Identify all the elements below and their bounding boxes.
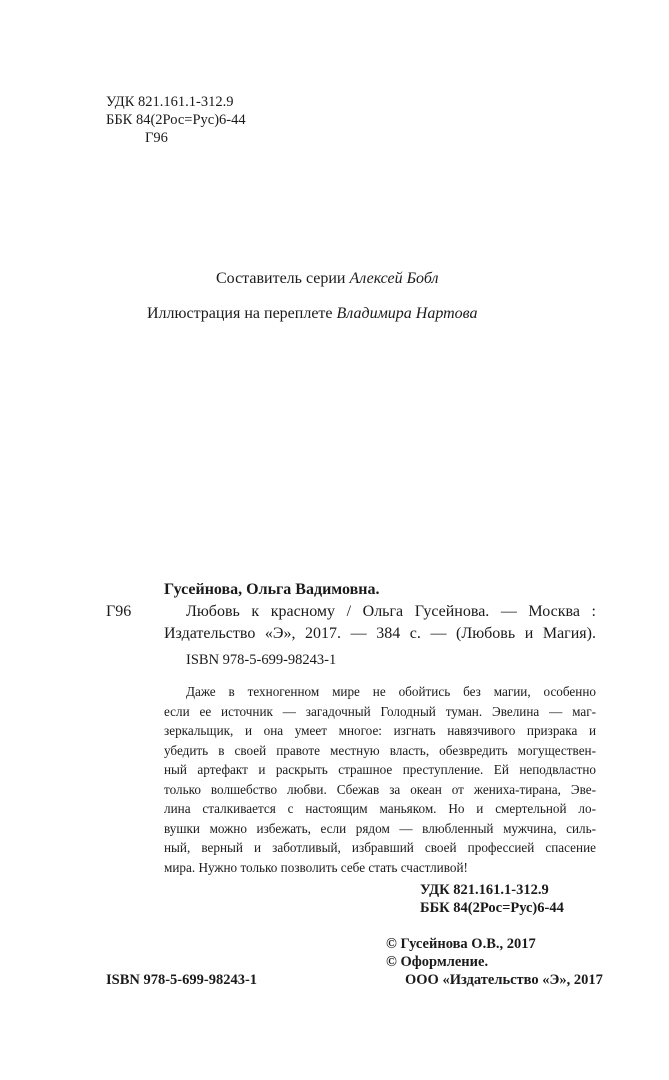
record-title-line: Любовь к красному / Ольга Гусейнова. — Москва : xyxy=(186,603,596,620)
record-isbn: ISBN 978-5-699-98243-1 xyxy=(186,652,337,668)
copyright-author: © Гусейнова О.В., 2017 xyxy=(386,936,536,952)
copyright-design: © Оформление. xyxy=(386,954,489,970)
author-mark: Г96 xyxy=(145,130,168,146)
record-author: Гусейнова, Ольга Вадимовна. xyxy=(164,581,380,598)
annotation-line: зеркальщик, и она умеет многое: изгнать навязчивого призрака и xyxy=(164,723,596,738)
annotation-line: если ее источник — загадочный Голодный туман. Эвелина — маг- xyxy=(164,703,596,719)
record-mark: Г96 xyxy=(106,603,132,620)
illustrator-name: Владимира Нартова xyxy=(336,305,478,322)
copyright-publisher: ООО «Издательство «Э», 2017 xyxy=(405,972,603,988)
illustration-credit xyxy=(147,303,478,325)
record-publisher-line: Издательство «Э», 2017. — 384 с. — (Любовь и Магия). xyxy=(164,625,596,642)
footer-udk-code: УДК 821.161.1-312.9 xyxy=(420,882,549,898)
series-label: Составитель серии xyxy=(216,270,346,287)
bbk-code: ББК 84(2Рос=Рус)6-44 xyxy=(106,112,246,128)
annotation-line: вушки можно избежать, если рядом — влюбленный мужчина, силь- xyxy=(164,820,596,836)
annotation-line: лина сталкивается с настоящим маньяком. Но и смертельной ло- xyxy=(164,801,596,816)
annotation-line: ный, верный и заботливый, избравший своей профессией спасение xyxy=(164,840,596,855)
annotation-line: убедить в своей правоте местную власть, обезвредить могуществен- xyxy=(164,742,596,758)
series-editor-name: Алексей Бобл xyxy=(349,270,439,287)
series-credit xyxy=(216,268,438,290)
annotation-line: только волшебство любви. Сбежав за океан от жениха-тирана, Эве- xyxy=(164,781,596,797)
annotation-line: Даже в техногенном мире не обойтись без магии, особенно xyxy=(186,684,596,699)
illustration-label: Иллюстрация на переплете xyxy=(147,305,333,322)
annotation-line: ный артефакт и раскрыть страшное преступление. Ей неподвластно xyxy=(164,762,596,777)
footer-bbk-code: ББК 84(2Рос=Рус)6-44 xyxy=(420,900,564,916)
annotation-last-line: мира. Нужно только позволить себе стать счастливой! xyxy=(164,859,468,875)
udk-code: УДК 821.161.1-312.9 xyxy=(106,94,234,110)
isbn-bottom: ISBN 978-5-699-98243-1 xyxy=(106,972,258,988)
